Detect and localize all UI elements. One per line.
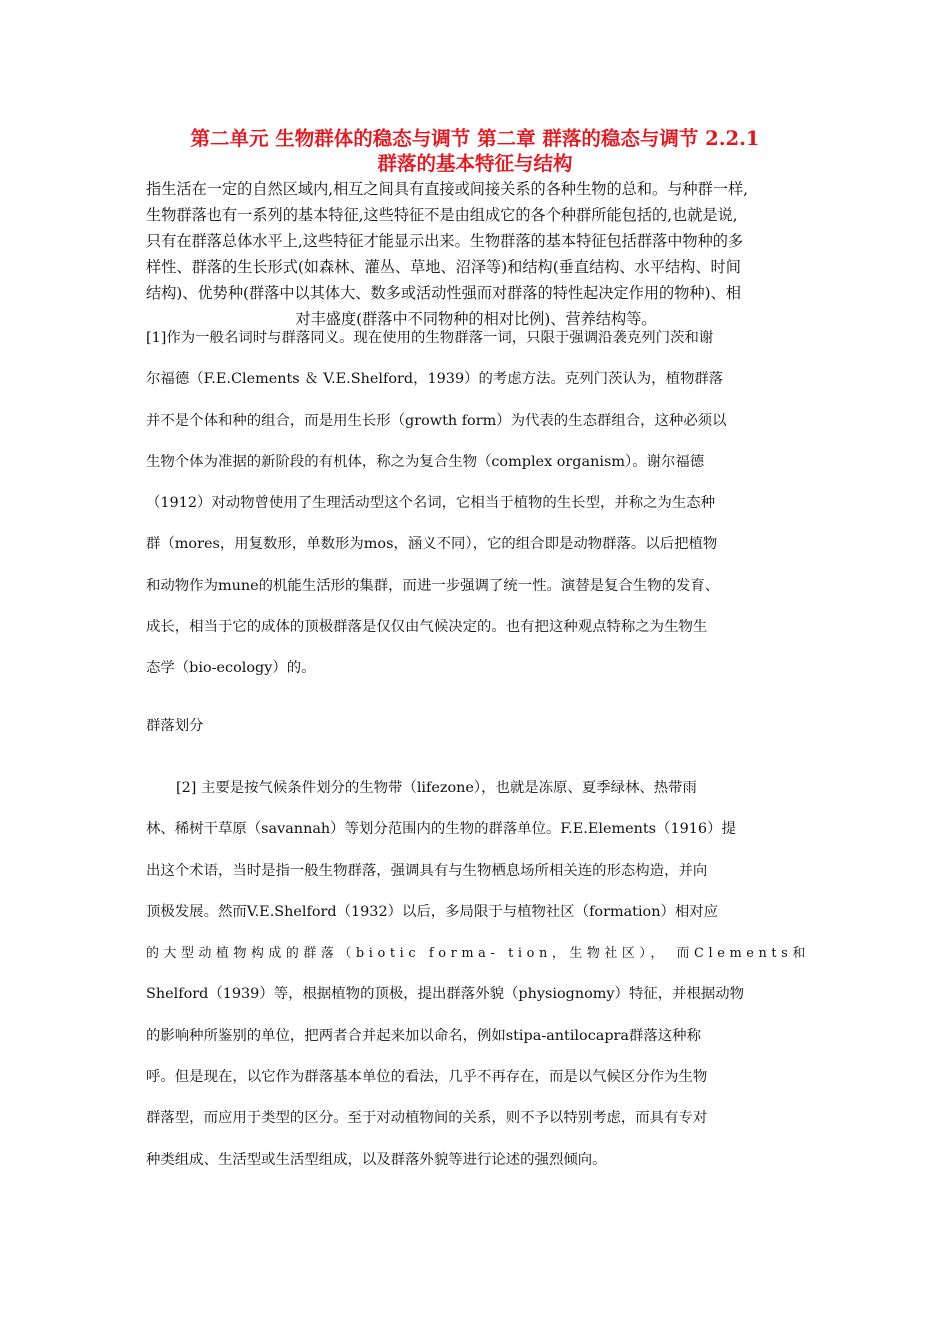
paragraph-1-line: 并不是个体和种的组合，而是用生长形（growth form）为代表的生态群组合，这种必须以 <box>146 412 727 429</box>
paragraph-2-line: 的大型动植物构成的群落（biotic forma- tion，生物社区）， 而Clements和 <box>146 946 810 962</box>
paragraph-2-line: 呼。但是现在，以它作为群落基本单位的看法，几乎不再存在，而是以气候区分作为生物 <box>146 1069 708 1086</box>
paragraph-1 <box>146 318 810 690</box>
paragraph-1-line: 态学（bio-ecology）的。 <box>146 660 316 677</box>
paragraph-1-line: 生物个体为准据的新阶段的有机体，称之为复合生物（complex organism）。谢尔福德 <box>146 453 705 470</box>
paragraph-2-line: 顶极发展。然而V.E.Shelford（1932）以后，多局限于与植物社区（formation）相对应 <box>146 903 719 920</box>
paragraph-2-line: 群落型，而应用于类型的区分。至于对动植物间的关系，则不予以特别考虑，而具有专对 <box>146 1110 708 1127</box>
paragraph-1-line: 尔福德（F.E.Clements ＆ V.E.Shelford，1939）的考虑方法。克列门茨认为，植物群落 <box>146 371 724 388</box>
title-line-2: 群落的基本特征与结构 <box>377 152 573 175</box>
intro-line: 对丰盛度(群落中不同物种的相对比例)、营养结构等。 <box>295 310 657 328</box>
intro-line: 指生活在一定的自然区域内,相互之间具有直接或间接关系的各种生物的总和。与种群一样, <box>146 180 748 198</box>
intro-line: 结构)、优势种(群落中以其体大、数多或活动性强而对群落的特性起决定作用的物种)、相 <box>146 284 741 302</box>
title-line-1: 第二单元 生物群体的稳态与调节 第二章 群落的稳态与调节 2.2.1 <box>190 127 760 150</box>
paragraph-2-line: 出这个术语，当时是指一般生物群落，强调具有与生物栖息场所相关连的形态构造，并向 <box>146 862 708 879</box>
paragraph-2 <box>146 768 810 1181</box>
paragraph-1-line: 群（mores，用复数形，单数形为mos，涵义不同），它的组合即是动物群落。以后把植物 <box>146 536 718 553</box>
intro-paragraph <box>146 176 806 332</box>
paragraph-2-line: [2] 主要是按气候条件划分的生物带（lifezone），也就是冻原、夏季绿林、热带雨 <box>176 780 697 796</box>
paragraph-2-line: Shelford（1939）等，根据植物的顶极，提出群落外貌（physiognomy）特征，并根据动物 <box>146 986 745 1003</box>
document-title <box>120 126 830 176</box>
paragraph-2-line: 的影响种所鉴别的单位，把两者合并起来加以命名，例如stipa-antilocapra群落这种称 <box>146 1027 701 1044</box>
intro-line: 样性、群落的生长形式(如森林、灌丛、草地、沼泽等)和结构(垂直结构、水平结构、时间 <box>146 258 741 276</box>
paragraph-1-line: [1]作为一般名词时与群落同义。现在使用的生物群落一词，只限于强调沿袭克列门茨和谢 <box>146 330 714 346</box>
section-heading-block <box>146 706 810 747</box>
intro-line: 只有在群落总体水平上,这些特征才能显示出来。生物群落的基本特征包括群落中物种的多 <box>146 232 744 250</box>
paragraph-2-line: 林、稀树干草原（savannah）等划分范围内的生物的群落单位。F.E.Elements（1916）提 <box>146 821 736 838</box>
intro-line: 生物群落也有一系列的基本特征,这些特征不是由组成它的各个种群所能包括的,也就是说, <box>146 206 738 224</box>
paragraph-1-line: 成长，相当于它的成体的顶极群落是仅仅由气候决定的。也有把这种观点特称之为生物生 <box>146 619 708 636</box>
paragraph-2-line: 种类组成、生活型或生活型组成，以及群落外貌等进行论述的强烈倾向。 <box>146 1151 607 1168</box>
paragraph-1-line: （1912）对动物曾使用了生理活动型这个名词，它相当于植物的生长型，并称之为生态种 <box>146 495 716 512</box>
paragraph-1-line: 和动物作为mune的机能生活形的集群，而进一步强调了统一性。演替是复合生物的发育、 <box>146 577 720 594</box>
section-heading: 群落划分 <box>146 718 204 734</box>
